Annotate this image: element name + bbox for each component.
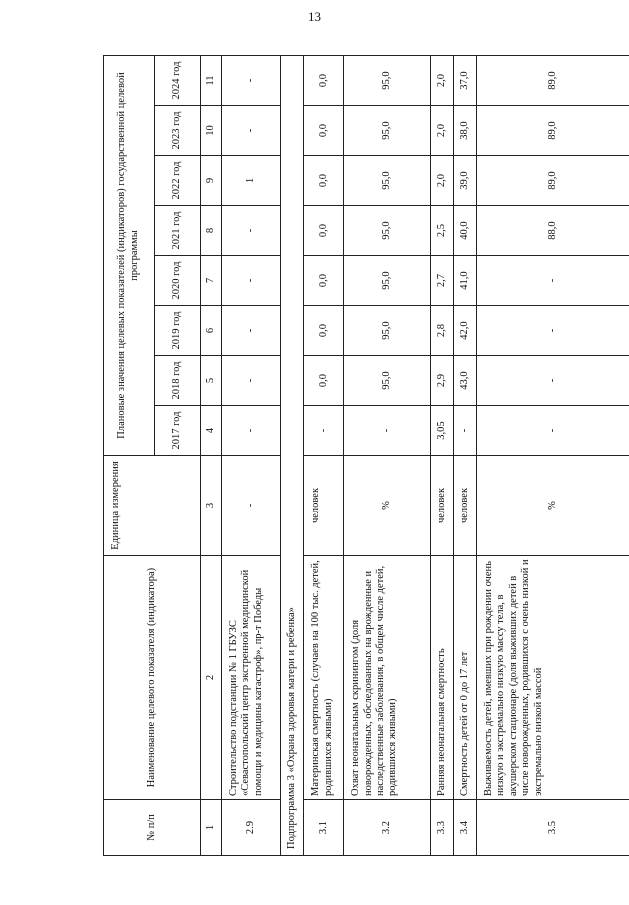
row-num: 3.5 bbox=[477, 800, 629, 856]
row-value: 2,8 bbox=[430, 306, 453, 356]
program-row bbox=[281, 55, 304, 855]
row-num: 2.9 bbox=[222, 800, 281, 856]
row-value: 40,0 bbox=[453, 206, 476, 256]
column-number: 2 bbox=[200, 556, 221, 800]
row-value: 0,0 bbox=[304, 55, 344, 105]
row-value: - bbox=[222, 256, 281, 306]
row-value: 89,0 bbox=[477, 55, 629, 105]
column-number: 8 bbox=[200, 206, 221, 256]
row-value: 95,0 bbox=[344, 206, 430, 256]
row-value: 37,0 bbox=[453, 55, 476, 105]
row-value: - bbox=[222, 406, 281, 456]
column-number: 11 bbox=[200, 55, 221, 105]
header-plan: Плановые значения целевых показателей (индикаторов) государственной целевой программы bbox=[104, 55, 155, 455]
row-name: Материнская смертность (случаев на 100 тыс. детей, родившихся живыми) bbox=[304, 556, 344, 800]
indicators-table bbox=[103, 55, 629, 856]
row-value: - bbox=[222, 306, 281, 356]
row-value: 0,0 bbox=[304, 356, 344, 406]
row-value: 2,7 bbox=[430, 256, 453, 306]
row-value: 42,0 bbox=[453, 306, 476, 356]
row-num: 3.2 bbox=[344, 800, 430, 856]
column-number: 1 bbox=[200, 800, 221, 856]
row-unit: % bbox=[477, 456, 629, 556]
column-number: 6 bbox=[200, 306, 221, 356]
row-value: 41,0 bbox=[453, 256, 476, 306]
row-unit: % bbox=[344, 456, 430, 556]
column-number: 9 bbox=[200, 156, 221, 206]
row-value: - bbox=[477, 406, 629, 456]
row-value: 43,0 bbox=[453, 356, 476, 406]
header-year: 2023 год bbox=[154, 106, 200, 156]
row-value: 89,0 bbox=[477, 156, 629, 206]
row-name: Строительство подстанции № 1 ГБУЗС «Севастопольский центр экстренной медицинской помощи и медицины катастроф», пр-т Победы bbox=[222, 556, 281, 800]
row-value: 2,0 bbox=[430, 156, 453, 206]
row-value: - bbox=[222, 206, 281, 256]
page-number: 13 bbox=[308, 9, 321, 24]
table-row bbox=[430, 55, 453, 855]
table-row bbox=[477, 55, 629, 855]
row-unit: человек bbox=[304, 456, 344, 556]
row-unit: - bbox=[222, 456, 281, 556]
header-year: 2019 год bbox=[154, 306, 200, 356]
row-name: Ранняя неонатальная смертность bbox=[430, 556, 453, 800]
row-value: - bbox=[477, 306, 629, 356]
table-wrapper bbox=[103, 56, 629, 856]
row-value: 2,9 bbox=[430, 356, 453, 406]
row-value: - bbox=[222, 55, 281, 105]
row-num: 3.1 bbox=[304, 800, 344, 856]
row-value: 0,0 bbox=[304, 106, 344, 156]
row-name: Выживаемость детей, имевших при рождении очень низкую и экстремально низкую массу тела, в акушерском стационаре (доля выживших детей в числе новорожденных, родившихся с очень низкой и экстремально низкой массой bbox=[477, 556, 629, 800]
row-unit: человек bbox=[430, 456, 453, 556]
table-row bbox=[344, 55, 430, 855]
row-value: 95,0 bbox=[344, 306, 430, 356]
header-year: 2021 год bbox=[154, 206, 200, 256]
program-title: Подпрограмма 3 «Охрана здоровья матери и ребенка» bbox=[281, 55, 304, 855]
row-value: 95,0 bbox=[344, 106, 430, 156]
header-year: 2022 год bbox=[154, 156, 200, 206]
column-number: 4 bbox=[200, 406, 221, 456]
row-value: 0,0 bbox=[304, 206, 344, 256]
row-value: 95,0 bbox=[344, 156, 430, 206]
row-value: 3,05 bbox=[430, 406, 453, 456]
row-value: - bbox=[222, 356, 281, 406]
row-value: - bbox=[304, 406, 344, 456]
row-value: 0,0 bbox=[304, 256, 344, 306]
row-value: 95,0 bbox=[344, 256, 430, 306]
row-value: 2,0 bbox=[430, 55, 453, 105]
row-value: 89,0 bbox=[477, 106, 629, 156]
header-year: 2024 год bbox=[154, 55, 200, 105]
row-value: 95,0 bbox=[344, 356, 430, 406]
row-value: 0,0 bbox=[304, 306, 344, 356]
row-value: - bbox=[477, 356, 629, 406]
header-year: 2020 год bbox=[154, 256, 200, 306]
header-num: № п/п bbox=[104, 800, 201, 856]
row-value: 88,0 bbox=[477, 206, 629, 256]
row-num: 3.4 bbox=[453, 800, 476, 856]
column-number: 10 bbox=[200, 106, 221, 156]
header-year: 2017 год bbox=[154, 406, 200, 456]
row-value: 39,0 bbox=[453, 156, 476, 206]
table-row bbox=[222, 55, 281, 855]
row-name: Смертность детей от 0 до 17 лет bbox=[453, 556, 476, 800]
row-unit: человек bbox=[453, 456, 476, 556]
row-value: - bbox=[222, 106, 281, 156]
row-value: 2,0 bbox=[430, 106, 453, 156]
column-number: 5 bbox=[200, 356, 221, 406]
row-value: - bbox=[344, 406, 430, 456]
row-value: 2,5 bbox=[430, 206, 453, 256]
header-unit: Единица измерения bbox=[104, 456, 201, 556]
table-row bbox=[304, 55, 344, 855]
row-value: 0,0 bbox=[304, 156, 344, 206]
row-name: Охват неонатальным скринингом (доля новорожденных, обследованных на врожденные и наследственные заболевания, в общем числе детей, родившихся живыми) bbox=[344, 556, 430, 800]
header-row-1 bbox=[104, 55, 155, 855]
column-numbers-row bbox=[200, 55, 221, 855]
header-year: 2018 год bbox=[154, 356, 200, 406]
table-row bbox=[453, 55, 476, 855]
row-value: 38,0 bbox=[453, 106, 476, 156]
row-value: 95,0 bbox=[344, 55, 430, 105]
row-value: - bbox=[453, 406, 476, 456]
column-number: 3 bbox=[200, 456, 221, 556]
row-num: 3.3 bbox=[430, 800, 453, 856]
header-name: Наименование целевого показателя (индикатора) bbox=[104, 556, 201, 800]
rotated-table-container bbox=[103, 56, 629, 856]
row-value: - bbox=[477, 256, 629, 306]
row-value: 1 bbox=[222, 156, 281, 206]
column-number: 7 bbox=[200, 256, 221, 306]
